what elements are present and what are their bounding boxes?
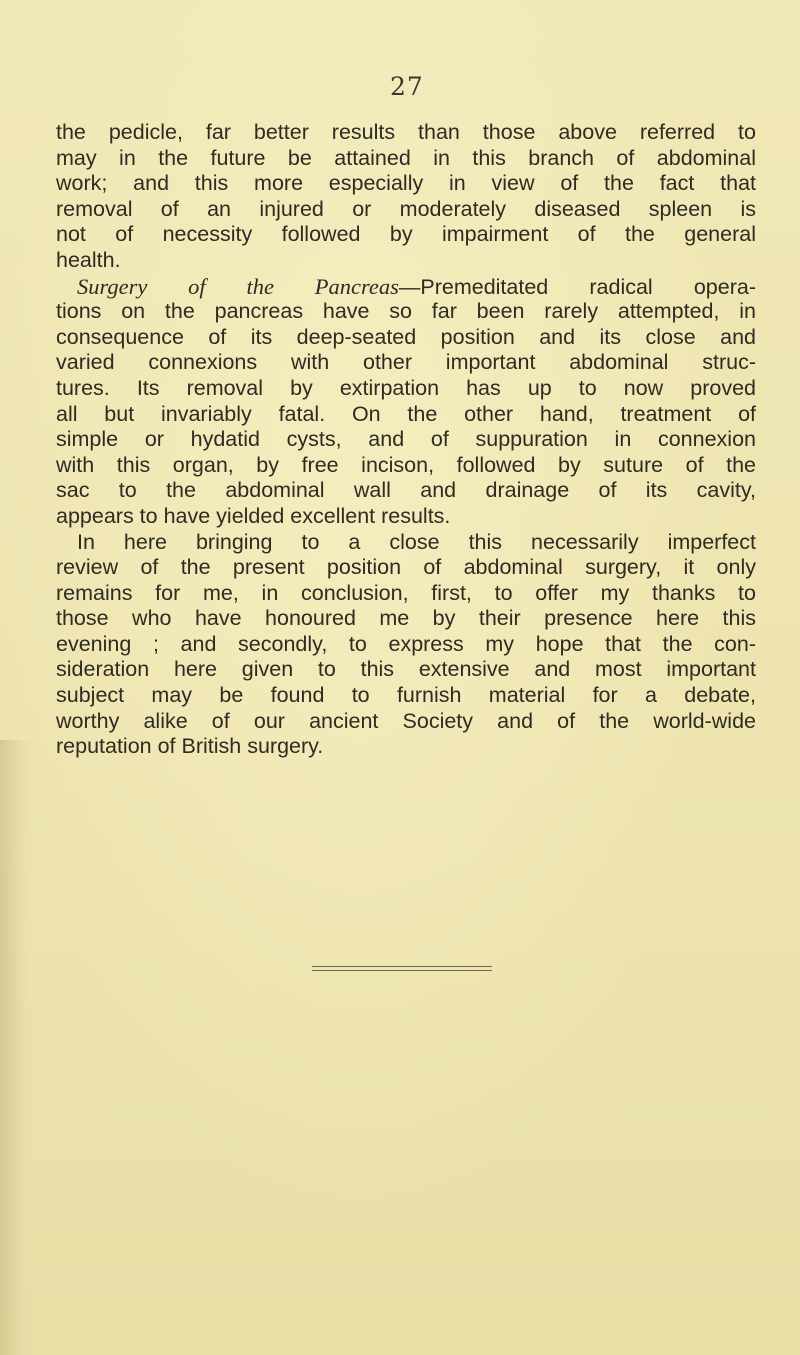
paragraph2-line: tures. Its removal by extirpation has up to now proved <box>56 375 756 400</box>
paragraph3-line: remains for me, in conclusion, first, to offer my thanks to <box>56 580 756 605</box>
paragraph1-line: removal of an injured or moderately diseased spleen is <box>56 196 756 221</box>
paragraph3-line: sideration here given to this extensive and most important <box>56 657 756 682</box>
paragraph2-first-line-rest: —Premeditated radical opera- <box>398 274 756 299</box>
end-rule-top <box>312 966 492 967</box>
paragraph2-first-line <box>56 274 756 300</box>
paragraph3-line: those who have honoured me by their presence here this <box>56 606 756 631</box>
paragraph2-line: sac to the abdominal wall and drainage of its cavity, <box>56 478 756 503</box>
page-number: 27 <box>390 72 424 101</box>
paragraph1-line: health. <box>56 247 121 272</box>
body-text <box>56 120 756 760</box>
paragraph3-line: review of the present position of abdominal surgery, it only <box>56 555 756 580</box>
paragraph2-line: simple or hydatid cysts, and of suppuration in connexion <box>56 427 756 452</box>
paragraph3-line: worthy alike of our ancient Society and of the world-wide <box>56 708 756 733</box>
paragraph1-line: not of necessity followed by impairment of the general <box>56 222 756 247</box>
paragraph2-line: tions on the pancreas have so far been rarely attempted, in <box>56 299 756 324</box>
paragraph2-line: with this organ, by free incison, followed by suture of the <box>56 452 756 477</box>
paragraph2-line: consequence of its deep-seated position and its close and <box>56 324 756 349</box>
page-edge-shadow <box>0 740 34 1355</box>
paragraph2-line: appears to have yielded excellent results. <box>56 503 451 528</box>
paragraph3-line: evening ; and secondly, to express my hope that the con- <box>56 631 756 656</box>
section-heading-pancreas: Surgery of the Pancreas <box>77 273 399 299</box>
end-rule-bottom <box>312 970 492 971</box>
paragraph1-line: the pedicle, far better results than those above referred to <box>56 120 756 144</box>
paragraph2-line: all but invariably fatal. On the other hand, treatment of <box>56 401 756 426</box>
paragraph3-line: In here bringing to a close this necessarily imperfect <box>77 529 756 554</box>
paragraph2-line: varied connexions with other important abdominal struc- <box>56 350 756 375</box>
paragraph3-line: reputation of British surgery. <box>56 734 324 759</box>
paragraph3-line: subject may be found to furnish material for a debate, <box>56 683 756 708</box>
paragraph1-line: work; and this more especially in view of the fact that <box>56 171 756 196</box>
paragraph1-line: may in the future be attained in this branch of abdominal <box>56 145 756 170</box>
